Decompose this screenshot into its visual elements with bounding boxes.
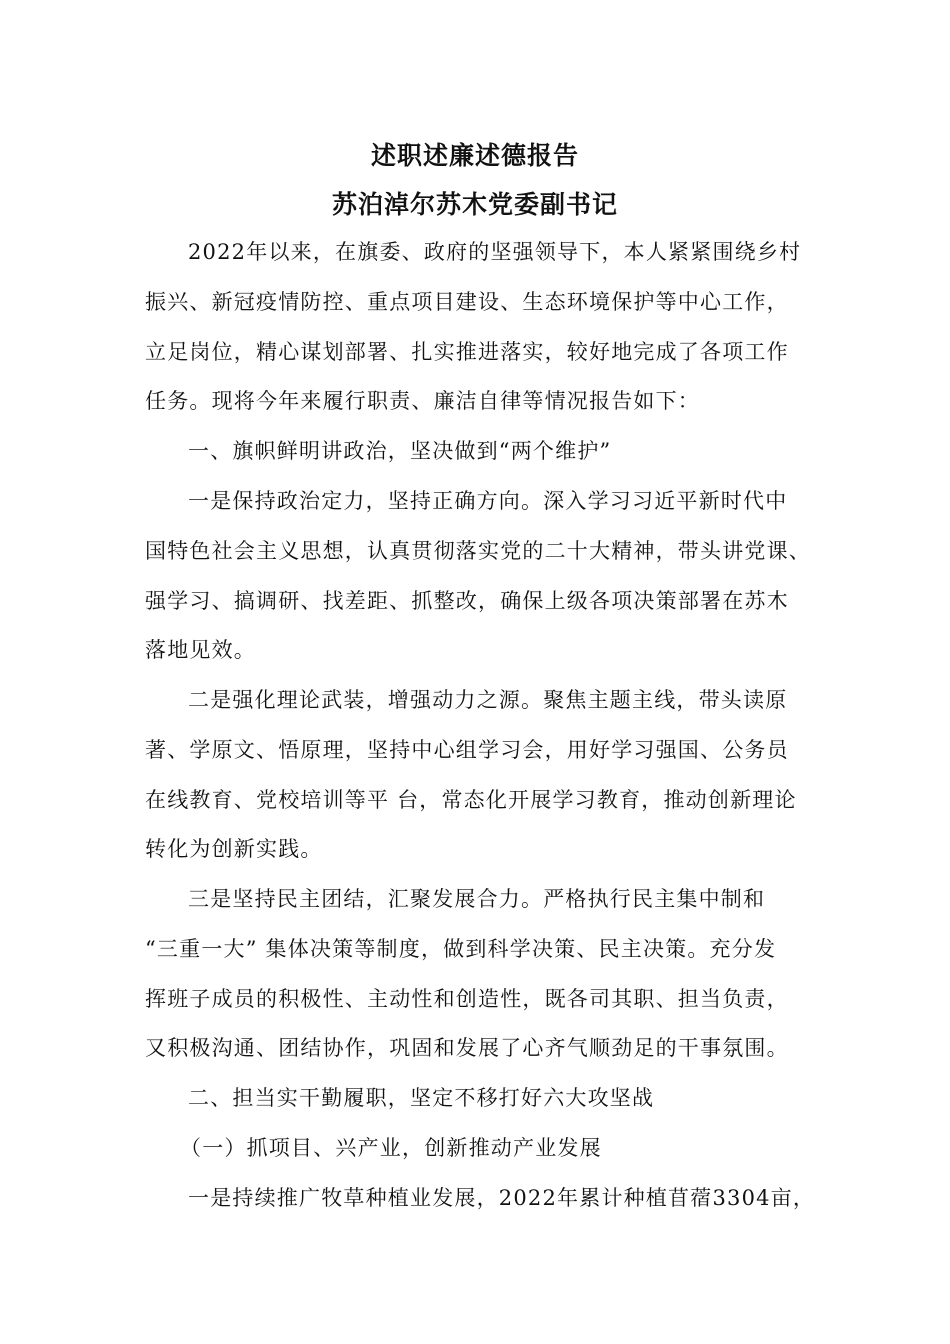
section-heading: 一、旗帜鲜明讲政治，坚决做到“两个维护” bbox=[188, 439, 612, 463]
paragraph-line: “三重一大” 集体决策等制度，做到科学决策、民主决策。充分发 bbox=[145, 937, 777, 961]
paragraph-line: 在线教育、党校培训等平 台，常态化开展学习教育，推动创新理论 bbox=[145, 788, 797, 812]
paragraph-line: 强学习、搞调研、找差距、抓整改，确保上级各项决策部署在苏木 bbox=[145, 589, 789, 613]
paragraph-line: 落地见效。 bbox=[145, 638, 256, 662]
document-title: 述职述廉述德报告 bbox=[370, 141, 579, 170]
document-subtitle: 苏泊淖尔苏木党委副书记 bbox=[331, 190, 618, 219]
paragraph-line: 二是强化理论武装，增强动力之源。聚焦主题主线，带头读原 bbox=[188, 688, 788, 712]
paragraph-line: 又积极沟通、团结协作，巩固和发展了心齐气顺劲足的干事氛围。 bbox=[145, 1036, 789, 1060]
paragraph-line: 著、学原文、悟原理，坚持中心组学习会，用好学习强国、公务员 bbox=[145, 738, 789, 762]
paragraph-line: 立足岗位，精心谋划部署、扎实推进落实，较好地完成了各项工作 bbox=[145, 340, 789, 364]
paragraph-line: 振兴、新冠疫情防控、重点项目建设、生态环境保护等中心工作， bbox=[145, 290, 789, 314]
paragraph-line: 三是坚持民主团结，汇聚发展合力。严格执行民主集中制和 bbox=[188, 887, 766, 911]
paragraph-line: 2022年以来，在旗委、政府的坚强领导下，本人紧紧围绕乡村 bbox=[188, 240, 802, 264]
paragraph-line: 挥班子成员的积极性、主动性和创造性，既各司其职、担当负责， bbox=[145, 987, 789, 1011]
paragraph-line: 转化为创新实践。 bbox=[145, 837, 323, 861]
paragraph-line: 国特色社会主义思想，认真贯彻落实党的二十大精神，带头讲党课、 bbox=[145, 539, 811, 563]
paragraph-line: 一是保持政治定力，坚持正确方向。深入学习习近平新时代中 bbox=[188, 489, 788, 513]
subsection-heading: （一）抓项目、兴产业，创新推动产业发展 bbox=[180, 1136, 602, 1160]
paragraph-line: 一是持续推广牧草种植业发展，2022年累计种植苜蓿3304亩， bbox=[188, 1186, 816, 1210]
section-heading: 二、担当实干勤履职，坚定不移打好六大攻坚战 bbox=[188, 1086, 655, 1110]
paragraph-line: 任务。现将今年来履行职责、廉洁自律等情况报告如下： bbox=[145, 389, 700, 413]
